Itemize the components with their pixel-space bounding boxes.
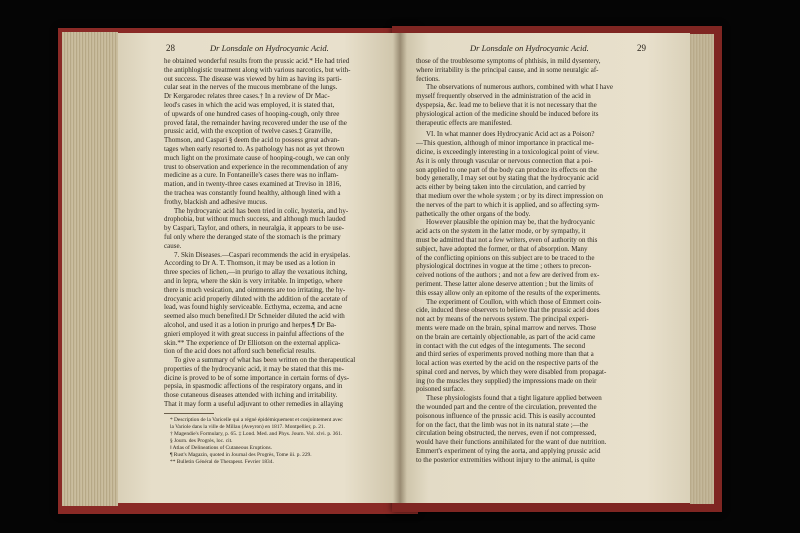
left-text-line: gnieri employed it with great success in painful affections of the xyxy=(164,329,344,338)
left-text-line: That it may form a useful adjuvant to other remedies in allaying xyxy=(164,400,344,409)
left-footnote: ¶ Rust's Magazin, quoted in Journal des Progrès, Tome iii. p. 229. xyxy=(170,451,312,458)
left-footnote: ** Bulletin Général de Therapeut. Fevrier 1834. xyxy=(170,458,274,465)
right-page-body xyxy=(416,57,650,503)
left-text-line: tages when early resorted to. As pathology has not as yet thrown xyxy=(164,144,345,153)
left-text-line: there is much vesication, and ointments are too irritating, the hy- xyxy=(164,285,346,294)
right-page-number: 29 xyxy=(637,43,646,53)
right-text-line: those of the troublesome symptoms of phthisis, in mild dysentery, xyxy=(416,57,601,65)
right-text-line: local action was exerted by the acid on the respective parts of the xyxy=(416,359,599,368)
left-text-line: cause. xyxy=(164,241,182,250)
right-text-line: cide, induced these observers to believe that the prussic acid does xyxy=(416,306,600,315)
left-text-line: lead, was found highly serviceable. Ecthyma, eczema, and acne xyxy=(164,303,343,312)
left-text-line: 7. Skin Diseases.—Caspari recommends the acid in erysipelas. xyxy=(174,250,351,259)
left-text-line: ful only where the deranged state of the stomach is the primary xyxy=(164,232,341,241)
left-page-header xyxy=(118,43,400,55)
left-text-line: dicine is proved to be of some importance in certain forms of dys- xyxy=(164,373,350,382)
right-page-header xyxy=(400,43,690,55)
left-text-line: mation, and in twenty-three cases examined at Treviso in 1816, xyxy=(164,180,342,189)
left-text-line: drocyanic acid properly diluted with the addition of the acetate of xyxy=(164,294,348,303)
left-text-line: Dr Kergarodec relates three cases.† In a review of Dr Mac- xyxy=(164,92,330,101)
right-text-line: fections. xyxy=(416,74,440,83)
right-text-line: would have their functions annihilated for the want of due nutrition. xyxy=(416,438,607,447)
right-text-line: pathetically the other organs of the body. xyxy=(416,209,531,218)
left-page xyxy=(118,33,400,503)
left-text-line: the trachea was constantly found healthy, although lined with a xyxy=(164,188,341,197)
right-text-line: therapeutic effects are manifested. xyxy=(416,118,512,127)
left-text-line: Thomson, and Caspari § deem the acid to possess great advan- xyxy=(164,136,340,145)
right-text-line: VI. In what manner does Hydrocyanic Acid act as a Poison? xyxy=(426,130,595,139)
right-text-line: of the conflicting opinions on this subject are to be traced to the xyxy=(416,253,595,262)
right-text-line: physiological doctrines in vogue at the time ; others to precon- xyxy=(416,262,592,271)
left-text-line: skin.** The experience of Dr Elliotson on the external applica- xyxy=(164,338,341,347)
right-text-line: However plausible the opinion may be, that the hydrocyanic xyxy=(426,218,595,227)
page-edges-left xyxy=(62,32,118,506)
right-text-line: These physiologists found that a tight ligature applied between xyxy=(426,394,602,403)
right-text-line: poisoned surface. xyxy=(416,385,465,394)
left-text-line: The hydrocyanic acid has been tried in colic, hysteria, and hy- xyxy=(174,206,349,215)
right-text-line: subject, have adopted the former, or that of absorption. Many xyxy=(416,244,588,253)
right-text-line: physiological action of the medicine should be induced before its xyxy=(416,109,599,118)
right-text-line: ceived notions of the authors ; and not a few are derived from ex- xyxy=(416,271,600,280)
right-text-line: ments were made on the brain, spinal marrow and nerves. Those xyxy=(416,323,597,332)
left-text-line: medicine as a cure. In Fontaneille's cases there was no inflam- xyxy=(164,171,339,180)
right-text-line: Emmert's experiment of tying the aorta, and applying prussic acid xyxy=(416,447,601,456)
page-edges-right xyxy=(690,34,714,504)
left-text-line: by Caspari, Taylor, and others, in neuralgia, it appears to be use- xyxy=(164,224,345,233)
left-page-body xyxy=(164,57,378,503)
left-text-line: trust to observation and experience in the recommendation of any xyxy=(164,162,348,171)
right-text-line: acid acts on the system in the latter mode, or by sympathy, it xyxy=(416,227,586,236)
left-footnote: ‖ Atlas of Delineations of Cutaneous Eruptions. xyxy=(170,444,272,451)
left-text-line: tion of the acid does not afford such beneficial results. xyxy=(164,347,316,356)
left-running-title: Dr Lonsdale on Hydrocyanic Acid. xyxy=(210,43,329,53)
right-text-line: this essay allow only an epitome of the results of the experiments. xyxy=(416,288,601,297)
left-footnote: la Variole dans la ville de Millau (Aveyron) en 1817. Montpellier, p. 21. xyxy=(170,423,325,430)
right-text-line: ing (to the muscles they supplied) the impressions made on their xyxy=(416,376,597,385)
left-text-line: much light on the proximate cause of hooping-cough, we can only xyxy=(164,153,350,162)
right-text-line: acts either by being taken into the circulation, and carried by xyxy=(416,183,586,192)
left-footnote: * Description de la Varicelle qui a régné épidémiquement et conjointement avec xyxy=(170,416,343,423)
left-text-line: out success. The disease was viewed by him as having its parti- xyxy=(164,74,342,83)
right-page xyxy=(400,33,690,503)
book-gutter xyxy=(393,33,407,503)
right-text-line: son applied to one part of the body can produce its effects on the xyxy=(416,165,597,174)
left-text-line: pepsia, in spasmodic affections of the respiratory organs, and in xyxy=(164,382,343,391)
left-text-line: seemed also much benefited.‖ Dr Schneider diluted the acid with xyxy=(164,312,345,321)
right-text-line: periment. These latter alone deserve attention ; but the limits of xyxy=(416,279,594,288)
right-text-line: to the posterior extremities without injury to the animal, is quite xyxy=(416,455,596,464)
right-text-line: in contact with the cut edges of the integuments. The second xyxy=(416,341,586,350)
left-text-line: the antiphlogistic treatment along with various narcotics, but with- xyxy=(164,65,351,74)
left-text-line: properties of the hydrocyanic acid, it may be stated that this me- xyxy=(164,364,344,373)
left-text-line: frothy, blackish and adhesive mucus. xyxy=(164,197,268,206)
left-text-line: According to Dr A. T. Thomson, it may be used as a lotion in xyxy=(164,259,336,268)
right-text-line: myself frequently observed in the administration of the acid in xyxy=(416,92,591,101)
right-text-line: As it is only through vascular or nervous connection that a poi- xyxy=(416,156,593,165)
right-running-title: Dr Lonsdale on Hydrocyanic Acid. xyxy=(470,43,589,53)
left-text-line: leod's cases in which the acid was employed, it is stated that, xyxy=(164,100,335,109)
right-text-line: dyspepsia, &c. lead me to believe that it is not necessary that the xyxy=(416,100,597,109)
left-text-line: alcohol, and used it as a lotion in prurigo and herpes.¶ Dr Ba- xyxy=(164,320,337,329)
right-text-line: must be admitted that not a few writers, even of authority on this xyxy=(416,235,598,244)
left-text-line: three species of lichen,—in prurigo to allay the vexatious itching, xyxy=(164,268,348,277)
left-text-line: drophobia, but without much success, and although much lauded xyxy=(164,215,346,224)
right-text-line: body generally, I may set out by stating that the hydrocyanic acid xyxy=(416,174,599,183)
right-text-line: The experiment of Coullon, with which those of Emmert coin- xyxy=(426,297,602,306)
left-footnote: § Journ. des Progrès, loc. cit. xyxy=(170,437,233,444)
right-text-line: not act by means of the nervous system. The principal experi- xyxy=(416,315,589,324)
right-text-line: spinal cord and nerves, by which they were disabled from propagat- xyxy=(416,367,607,376)
left-page-number: 28 xyxy=(166,43,175,53)
left-footnote-rule xyxy=(164,413,214,414)
right-text-line: dicine, is exceedingly interesting in a toxicological point of view. xyxy=(416,147,599,156)
right-text-line: and third series of experiments proved nothing more than that a xyxy=(416,350,594,359)
left-text-line: To give a summary of what has been written on the therapeutical xyxy=(174,356,356,365)
right-text-line: The observations of numerous authors, combined with what I have xyxy=(426,83,614,92)
right-text-line: where irritability is the principal cause, and in some neuralgic af- xyxy=(416,65,599,74)
right-text-line: the nerves of the part to which it is applied, and so affecting sym- xyxy=(416,200,600,209)
right-text-line: on the brain are certainly objectionable, as part of the acid came xyxy=(416,332,596,341)
left-text-line: those cutaneous diseases attended with itching and irritability. xyxy=(164,391,338,400)
left-text-line: he obtained wonderful results from the prussic acid.* He had tried xyxy=(164,57,350,65)
left-text-line: and in lepra, where the skin is very irritable. In impetigo, where xyxy=(164,276,343,285)
left-text-line: prussic acid, with the exception of twelve cases.‡ Granville, xyxy=(164,127,333,136)
left-text-line: of upwards of one hundred cases of hooping-cough, only three xyxy=(164,109,340,118)
right-text-line: the wounded part and the centre of the circulation, prevented the xyxy=(416,403,597,412)
right-text-line: that medium over the whole system ; or by its direct impression on xyxy=(416,191,604,200)
right-text-line: circulation being obstructed, the nerves, even if not compressed, xyxy=(416,429,597,438)
right-text-line: for on the fact, that the limb was not in its natural state ;—the xyxy=(416,420,589,429)
right-text-line: —This question, although of minor importance in practical me- xyxy=(416,139,594,148)
left-text-line: proved fatal, the remainder having recovered under the use of the xyxy=(164,118,347,127)
left-text-line: cular seat in the nerves of the mucous membrane of the lungs. xyxy=(164,83,338,92)
right-text-line: poisonous influence of the prussic acid. This is easily accounted xyxy=(416,411,596,420)
left-footnote: † Magendie's Formulary, p. 65. ‡ Lond. Med. and Phys. Journ. Vol. xlvi. p. 361. xyxy=(170,430,343,437)
